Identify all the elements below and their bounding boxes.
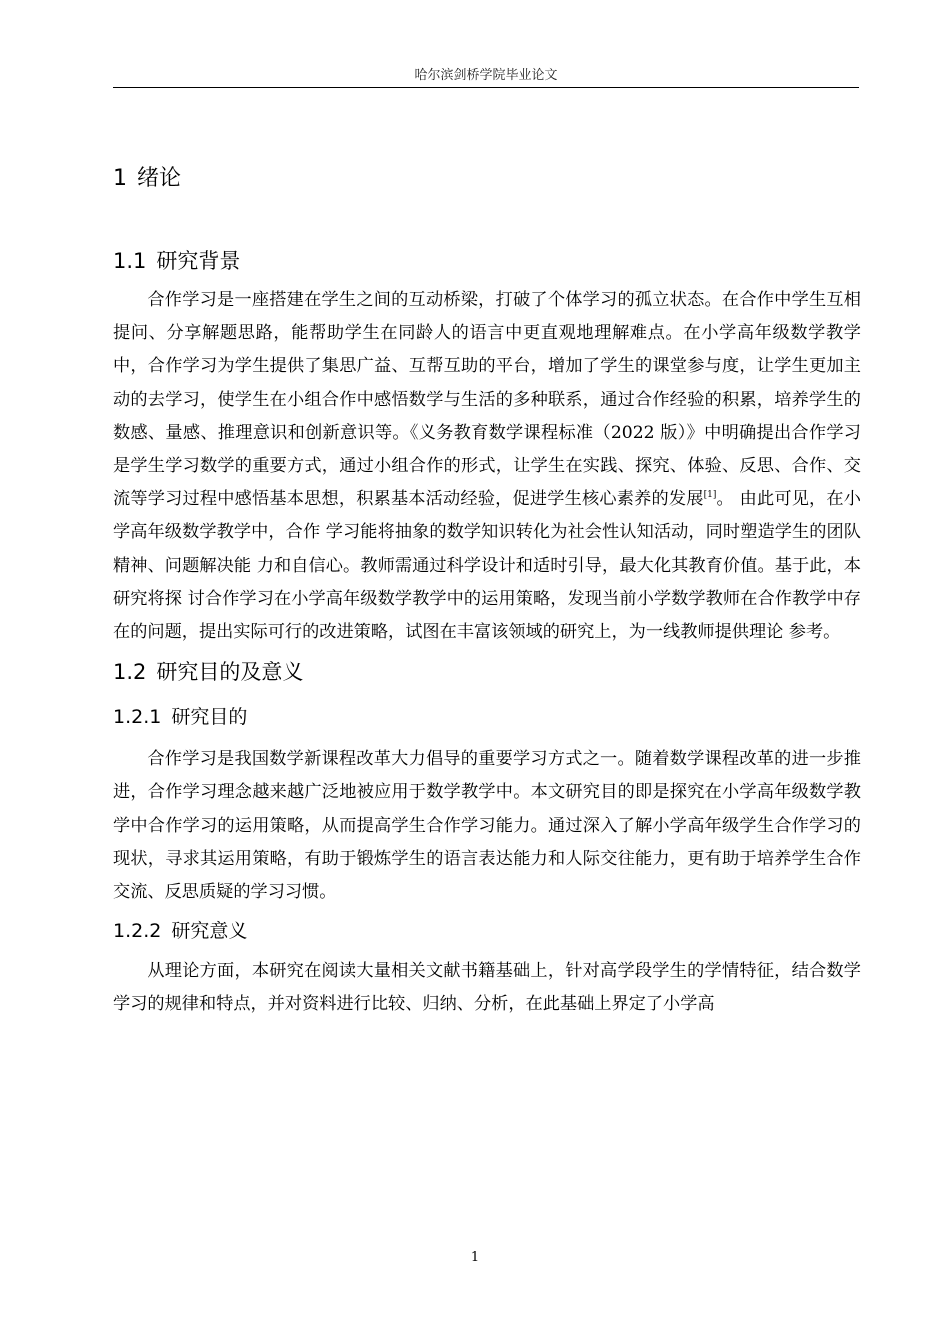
- section-title: 研究目的及意义: [156, 660, 304, 685]
- subsection-title: 研究目的: [171, 706, 248, 729]
- paragraph-text: 合作学习是一座搭建在学生之间的互动桥梁，打破了个体学习的孤立状态。在合作中学生互相提问、分享解题思路，能帮助学生在同龄人的语言中更直观地理解难点。在小学高年级数学教学中，合作学习为学生提供了集思广益、互帮互助的平台，增加了学生的课堂参与度，让学生更加主动的去学习，使学生在小组合作中感悟数学与生活的多种联系，通过合作经验的积累，培养学生的数感、量感、推理意识和创新意识等。《义务教育数学课程标准（2022 版）》中明确提出合作学习是学生学习数学的重要方式，通过小组合作的形式，让学生在实践、探究、体验、反思、合作、交流等学习过程中感悟基本思想，积累基本活动经验，促进学生核心素养的发展: [113, 290, 861, 510]
- chapter-title: 绪论: [137, 166, 182, 191]
- subsection-heading-1-2-1: [113, 701, 861, 733]
- subsection-title: 研究意义: [171, 920, 248, 943]
- section-number: 1.1: [113, 249, 147, 273]
- subsection-heading-1-2-2: [113, 915, 861, 947]
- page-body: [113, 160, 861, 1022]
- paragraph-text: 。 由此可见，在小学高年级数学教学中，合作 学习能将抽象的数学知识转化为社会性认知活动，同时塑造学生的团队精神、问题解决能 力和自信心。教师需通过科学设计和适时引导，最大化其教育价值。基于此，本研究将探 讨合作学习在小学高年级数学教学中的运用策略，发现当前小学数学教师在合作教学中存 在的问题，提出实际可行的改进策略，试图在丰富该领域的研究上，为一线教师提供理论 参考。: [113, 489, 861, 643]
- section-heading-1-2: [113, 655, 861, 689]
- body-paragraph-background: [113, 284, 861, 649]
- page-number: 1: [470, 1250, 480, 1265]
- section-title: 研究背景: [156, 249, 241, 273]
- section-heading-1-1: [113, 244, 861, 278]
- subsection-number: 1.2.1: [113, 706, 162, 729]
- section-number: 1.2: [113, 660, 147, 685]
- subsection-number: 1.2.2: [113, 920, 162, 943]
- page-header: 哈尔滨剑桥学院毕业论文: [414, 68, 558, 83]
- citation-mark: [1]: [703, 490, 717, 501]
- body-paragraph-purpose: 合作学习是我国数学新课程改革大力倡导的重要学习方式之一。随着数学课程改革的进一步推进，合作学习理念越来越广泛地被应用于数学教学中。本文研究目的即是探究在小学高年级数学教学中合作学习的运用策略，从而提高学生合作学习能力。通过深入了解小学高年级学生合作学习的现状，寻求其运用策略，有助于锻炼学生的语言表达能力和人际交往能力，更有助于培养学生合作交流、反思质疑的学习习惯。: [113, 749, 861, 903]
- chapter-heading: [113, 160, 861, 198]
- header-rule: [113, 87, 859, 88]
- body-paragraph-significance: 从理论方面，本研究在阅读大量相关文献书籍基础上，针对高学段学生的学情特征，结合数学学习的规律和特点，并对资料进行比较、归纳、分析，在此基础上界定了小学高: [113, 961, 861, 1015]
- chapter-number: 1: [113, 166, 127, 191]
